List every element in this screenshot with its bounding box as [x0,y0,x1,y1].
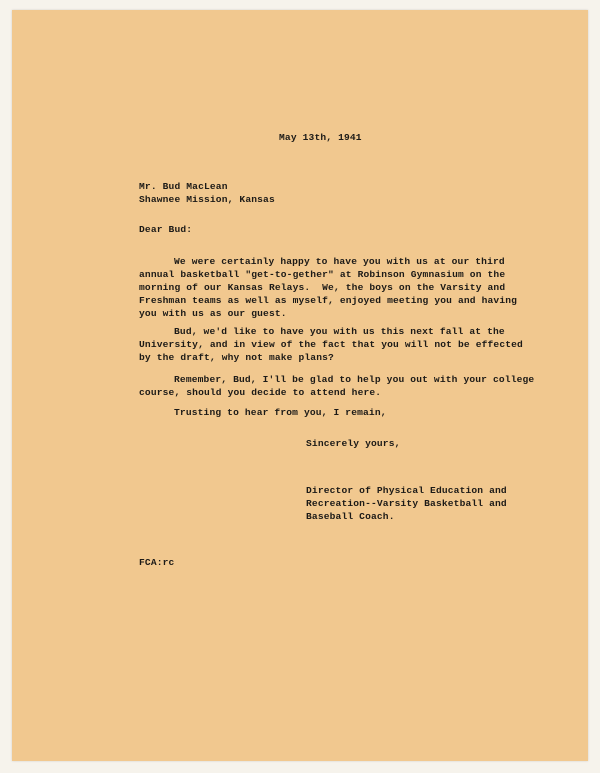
paragraph-2-line-2: University, and in view of the fact that you will not be effected [139,339,523,350]
paragraph-1-line-3: morning of our Kansas Relays. We, the boys on the Varsity and [139,282,506,293]
paragraph-2-line-3: by the draft, why not make plans? [139,352,334,363]
paragraph-1-line-5: you with us as our guest. [139,308,287,319]
letter-date: May 13th, 1941 [279,132,362,143]
paragraph-1-line-4: Freshman teams as well as myself, enjoyed meeting you and having [139,295,518,306]
complimentary-close: Sincerely yours, [306,438,401,449]
recipient-address: Shawnee Mission, Kansas [139,194,275,205]
paragraph-3-line-1: Remember, Bud, I'll be glad to help you out with your college [174,374,535,385]
reference-initials: FCA:rc [139,557,175,568]
paragraph-1-line-2: annual basketball "get-to-gether" at Robinson Gymnasium on the [139,269,506,280]
paragraph-2-line-1: Bud, we'd like to have you with us this next fall at the [174,326,505,337]
recipient-name: Mr. Bud MacLean [139,181,228,192]
salutation: Dear Bud: [139,224,193,235]
paragraph-1-line-1: We were certainly happy to have you with us at our third [174,256,505,267]
paragraph-3-line-2: course, should you decide to attend here. [139,387,382,398]
signature-title-line-2: Recreation--Varsity Basketball and [306,498,507,509]
signature-title-line-1: Director of Physical Education and [306,485,507,496]
paragraph-4-line-1: Trusting to hear from you, I remain, [174,407,387,418]
signature-title-line-3: Baseball Coach. [306,511,395,522]
